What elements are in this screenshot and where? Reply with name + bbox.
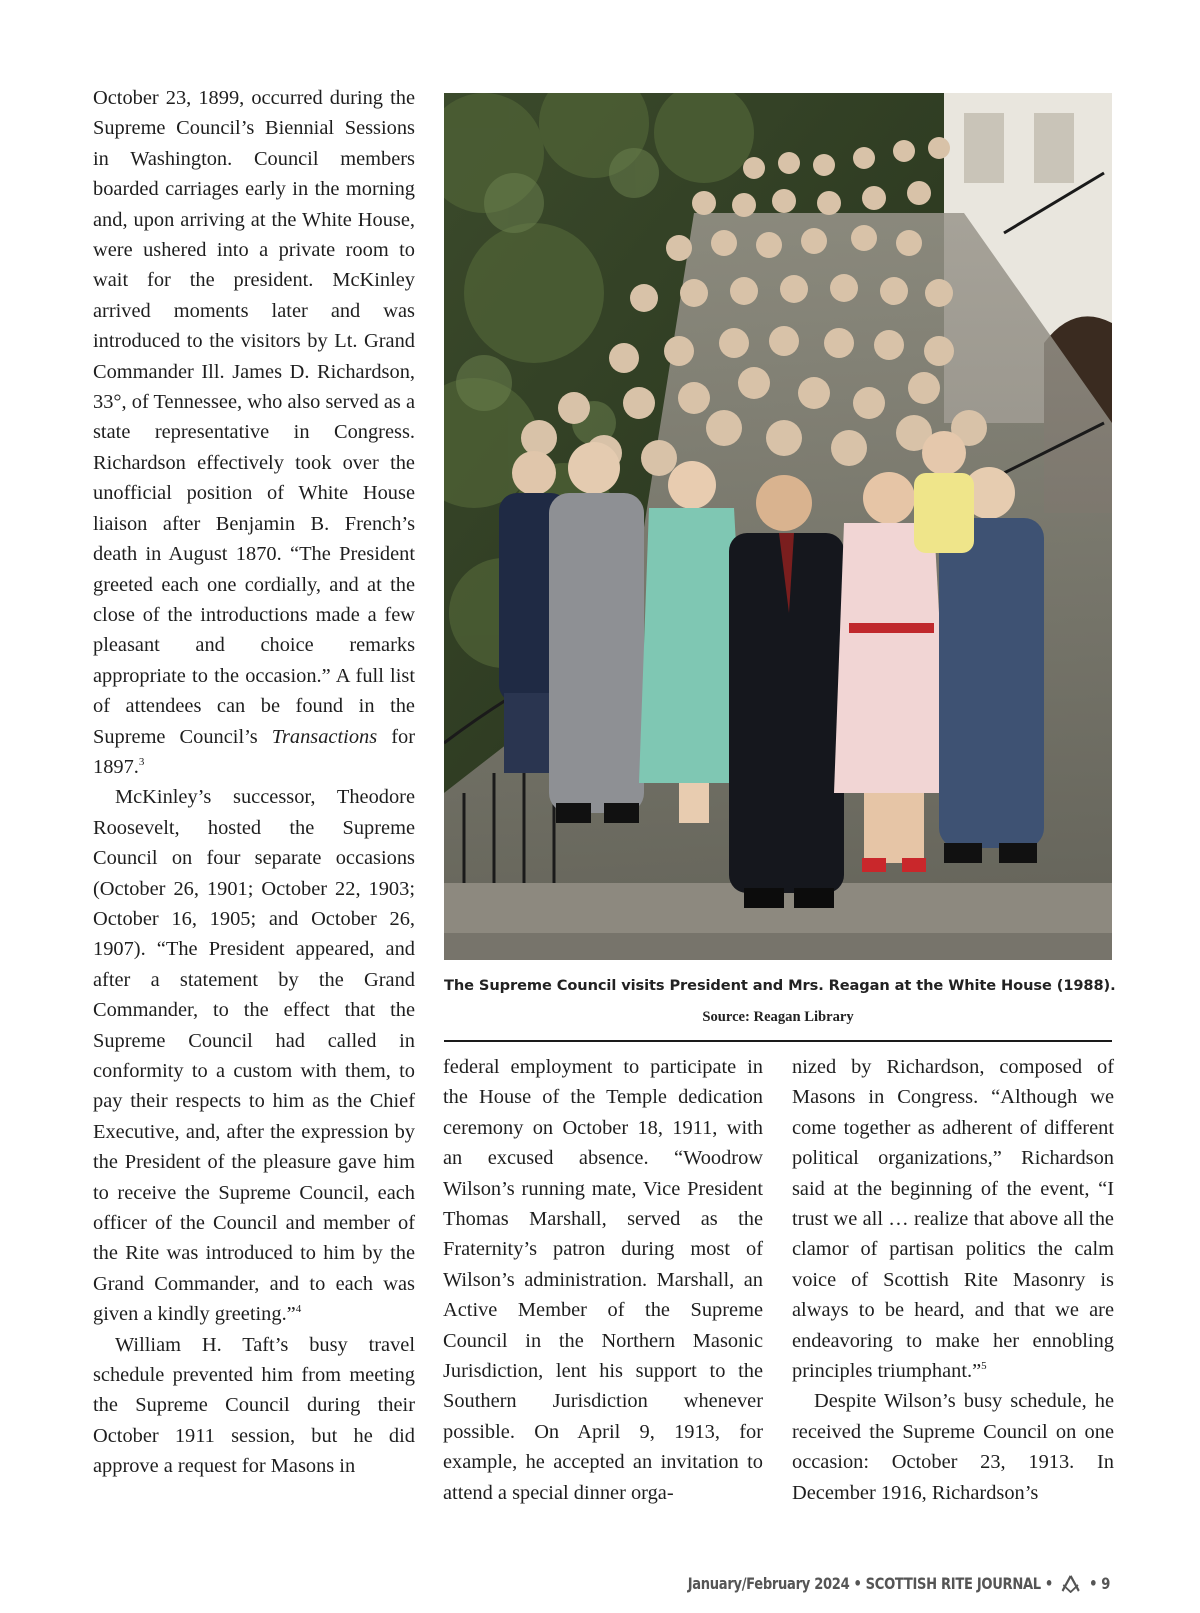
article-column-middle (443, 1052, 763, 1508)
masonic-emblem-icon (1060, 1575, 1081, 1593)
paragraph-text: federal employment to participate in the House of the Temple dedication ceremony on October 18, 1911, with an excused absence. “Woodrow Wilson’s running mate, Vice President Thomas Marshall, served as the Fraternity’s patron during most of Wilson’s administration. Marshall, an Active Member of the Supreme Council in the Northern Masonic Jurisdiction, lent his support to the Southern Jurisdiction whenever possible. On April 9, 1913, for example, he accepted an invitation to attend a special dinner orga- (443, 1056, 763, 1504)
caption-divider (444, 1040, 1112, 1042)
page-footer (688, 1574, 1110, 1593)
footer-bullet: • (1089, 1574, 1098, 1593)
paragraph-tail: for 1897. (93, 725, 415, 778)
footnote-ref[interactable]: 3 (138, 755, 145, 768)
paragraph-text: McKinley’s successor, Theodore Roosevelt, hosted the Supreme Council on four separate occasions (October 26, 1901; October 22, 1903; October 16, 1905; and October 26, 1907). “The President appeared, and after a statement by the Grand Commander, to the effect that the Supreme Council had called in conformity to a custom with them, to pay their respects to him as the Chief Executive, and, after the expression by the President of the pleasure gave him to receive the Supreme Council, each officer of the Council and member of the Rite was introduced to him by the Grand Commander, and to each was given a kindly greeting.” (93, 786, 415, 1326)
paragraph-text: nized by Richardson, composed of Masons in Congress. “Although we come together as adherent of different political organizations,” Richardson said at the beginning of the event, “I trust we all … realize that above all the clamor of partisan politics the calm voice of Scottish Rite Masonry is always to be heard, and that we are endeavoring to make her ennobling principles triumphant.” (792, 1056, 1114, 1383)
paragraph (443, 1052, 763, 1508)
figure-caption: The Supreme Council visits President and Mrs. Reagan at the White House (1988). (444, 977, 1116, 994)
page-number: 9 (1101, 1574, 1110, 1593)
footer-issue: January/February 2024 (687, 1574, 850, 1593)
paragraph (792, 1052, 1114, 1386)
footer-journal: SCOTTISH RITE JOURNAL (865, 1574, 1041, 1593)
paragraph (93, 1330, 415, 1482)
footnote-ref[interactable]: 5 (981, 1360, 987, 1373)
paragraph (792, 1386, 1114, 1508)
footer-bullet: • (853, 1574, 862, 1593)
footer-bullet: • (1044, 1574, 1053, 1593)
figure-photo (444, 93, 1112, 960)
footnote-ref[interactable]: 4 (295, 1303, 302, 1316)
group-photo-illustration (444, 93, 1112, 960)
paragraph-text: Despite Wilson’s busy schedule, he received the Supreme Council on one occasion: October 23, 1913. In December 1916, Richardson’s (792, 1390, 1114, 1504)
article-column-left (93, 83, 415, 1482)
paragraph (93, 83, 415, 782)
italic-title: Transactions (271, 725, 378, 748)
paragraph-text: October 23, 1899, occurred during the Supreme Council’s Biennial Sessions in Washington. Council members boarded carriages early in the morning and, upon arriving at the White House, were ushered into a private room to wait for the president. McKinley arrived moments later and was introduced to the visitors by Lt. Grand Commander Ill. James D. Richardson, 33°, of Tennessee, who also served as a state representative in Congress. Richardson effectively took over the unofficial position of White House liaison after Benjamin B. French’s death in August 1870. “The President greeted each one cordially, and at the close of the introductions made a few pleasant and choice remarks appropriate to the occasion.” A full list of attendees can be found in the Supreme Council’s (93, 87, 415, 748)
paragraph (93, 782, 415, 1329)
figure-source: Source: Reagan Library (702, 1009, 854, 1025)
paragraph-text: William H. Taft’s busy travel schedule prevented him from meeting the Supreme Council during their October 1911 session, but he did approve a request for Masons in (93, 1333, 415, 1478)
article-column-right (792, 1052, 1114, 1508)
